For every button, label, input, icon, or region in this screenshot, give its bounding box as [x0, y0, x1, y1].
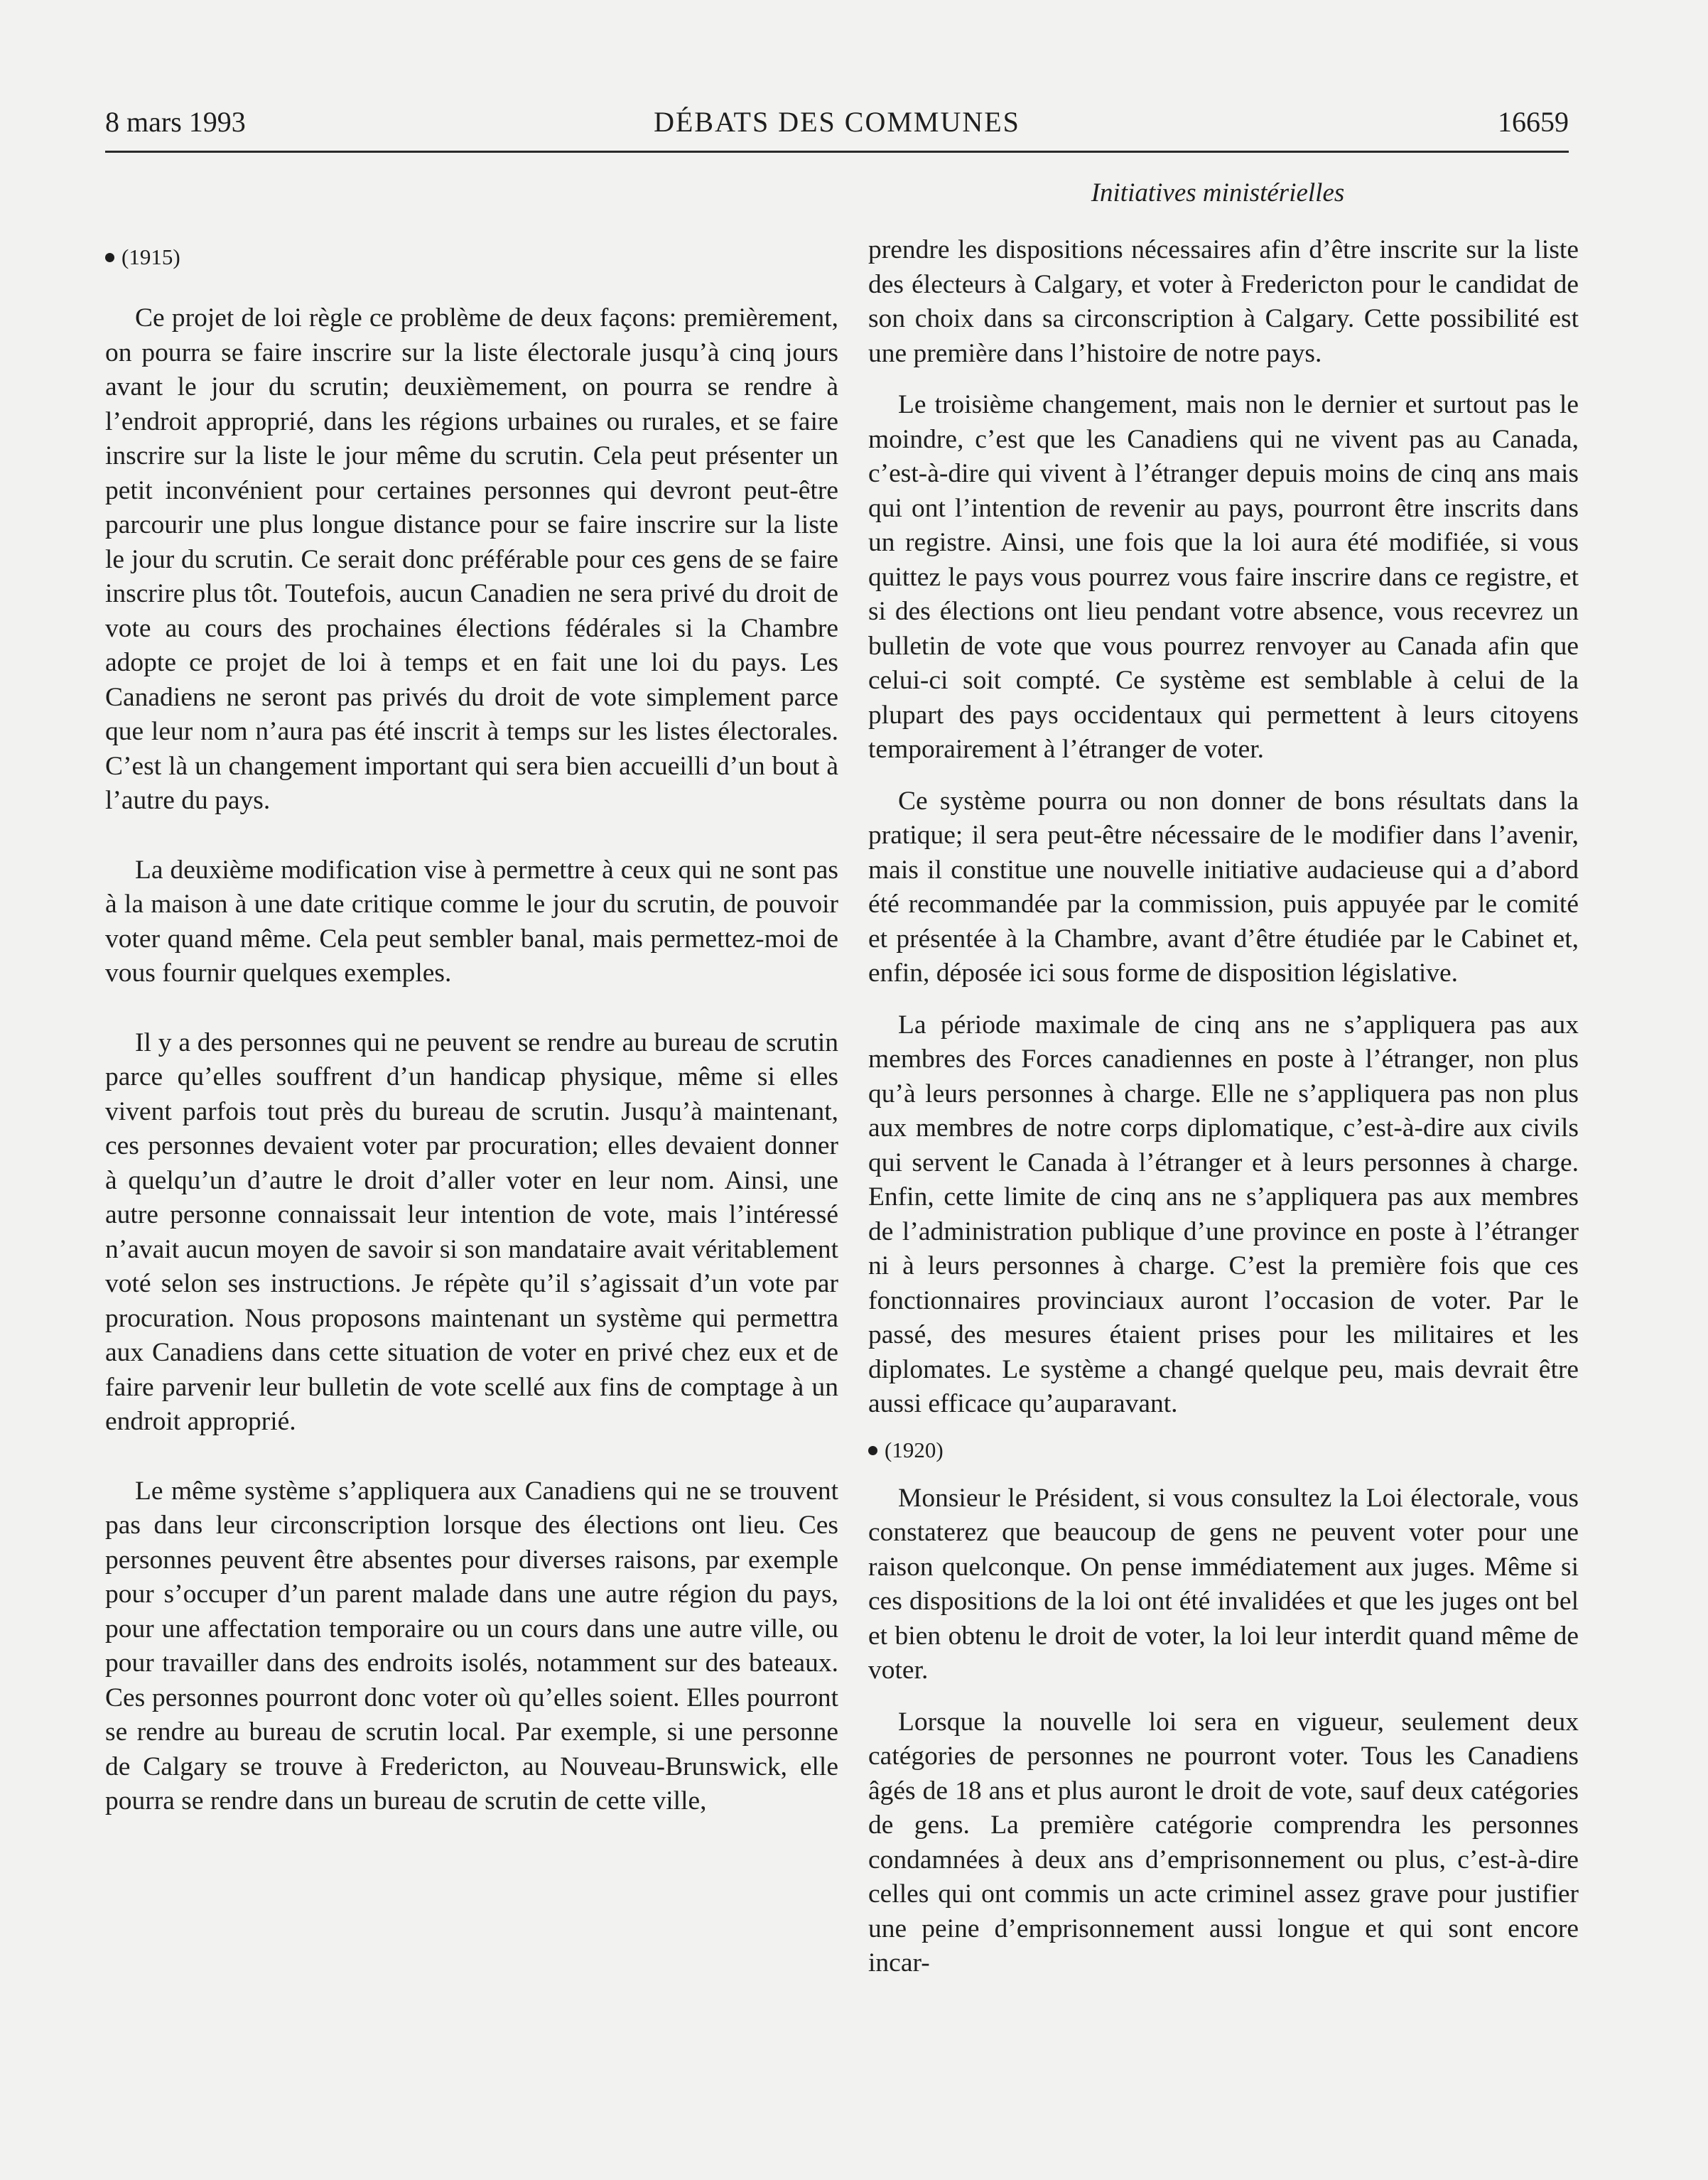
- section-title: Initiatives ministérielles: [1091, 178, 1345, 207]
- paragraph: Monsieur le Président, si vous consultez la Loi électorale, vous constaterez que beaucoup de gens ne peuvent voter pour une raison quelconque. On pense immédiatement aux juges. Même si ces dispositions de la loi ont été invalidées et que les juges ont bel et bien obtenu le droit de voter, la loi leur interdit quand même de voter.: [868, 1483, 1579, 1685]
- bullet-icon: [868, 1446, 877, 1455]
- paragraph: Il y a des personnes qui ne peuvent se rendre au bureau de scrutin parce qu’elles souffrent d’un handicap physique, même si elles vivent parfois tout près du bureau de scrutin. Jusqu’à maintenant, ces personnes devaient voter par procuration; elles devaient donner à quelqu’un d’autre le droit d’aller voter en leur nom. Ainsi, une autre personne connaissait leur intention de vote, mais l’intéressé n’avait aucun moyen de savoir si son mandataire avait véritablement voté selon ses instructions. Je répète qu’il s’agissait d’un vote par procuration. Nous proposons maintenant un système qui permettra aux Canadiens dans cette situation de voter en privé chez eux et de faire parvenir leur bulletin de vote scellé aux fins de comptage à un endroit approprié.: [105, 1027, 838, 1436]
- paragraph: Le troisième changement, mais non le dernier et surtout pas le moindre, c’est que les Canadiens qui ne vivent pas au Canada, c’est-à-dire qui vivent à l’étranger depuis moins de cinq ans mais qui ont l’intention de revenir au pays, pourront être inscrits dans un registre. Ainsi, une fois que la loi aura été modifiée, si vous quittez le pays vous pourrez vous faire inscrire dans ce registre, et si des élections ont lieu pendant votre absence, vous recevrez un bulletin de vote que vous pourrez renvoyer au Canada afin que celui-ci soit compté. Ce système est semblable à celui de la plupart des pays occidentaux qui permettent à leurs citoyens temporairement à l’étranger de voter.: [868, 390, 1579, 764]
- left-column: [105, 233, 838, 1819]
- time-marker: [868, 1436, 1579, 1464]
- paragraph-continuation: prendre les dispositions nécessaires afin d’être inscrite sur la liste des électeurs à Calgary, et voter à Fredericton pour le candidat de son choix dans sa circonscription à Calgary. Cette possibilité est une première dans l’histoire de notre pays.: [868, 235, 1579, 368]
- paragraph: Le même système s’appliquera aux Canadiens qui ne se trouvent pas dans leur circonscription lorsque des élections ont lieu. Ces personnes peuvent être absentes pour diverses raisons, par exemple pour s’occuper d’un parent malade dans une autre région du pays, pour une affectation temporaire ou un cours dans une autre ville, ou pour travailler dans des endroits isolés, notamment sur des bateaux. Ces personnes pourront donc voter où qu’elles soient. Elles pourront se rendre au bureau de scrutin local. Par exemple, si une personne de Calgary se trouve à Fredericton, au Nouveau-Brunswick, elle pourra se rendre dans un bureau de scrutin de cette ville,: [105, 1476, 838, 1815]
- publication-title: DÉBATS DES COMMUNES: [654, 106, 1020, 138]
- paragraph: La période maximale de cinq ans ne s’appliquera pas aux membres des Forces canadiennes en poste à l’étranger, non plus qu’à leurs personnes à charge. Elle ne s’appliquera pas non plus aux membres de notre corps diplomatique, c’est-à-dire aux civils qui servent le Canada à l’étranger et à leurs personnes à charge. Enfin, cette limite de cinq ans ne s’appliquera pas aux membres de l’administration publique d’une province en poste à l’étranger ni à leurs personnes à charge. C’est la première fois que ces fonctionnaires provinciaux auront l’occasion de voter. Par le passé, des mesures étaient prises pour les militaires et les diplomates. Le système a changé quelque peu, mais devrait être aussi efficace qu’auparavant.: [868, 1010, 1579, 1418]
- paragraph: Ce système pourra ou non donner de bons résultats dans la pratique; il sera peut-être nécessaire de le modifier dans l’avenir, mais il constitue une nouvelle initiative audacieuse qui a d’abord été recommandée par la commission, puis appuyée par le comité et présentée à la Chambre, avant d’être étudiée par le Cabinet et, enfin, déposée ici sous forme de disposition législative.: [868, 786, 1579, 988]
- time-marker: [105, 243, 838, 271]
- paragraph: La deuxième modification vise à permettre à ceux qui ne sont pas à la maison à une date critique comme le jour du scrutin, de pouvoir voter quand même. Cela peut sembler banal, mais permettez-moi de vous fournir quelques exemples.: [105, 855, 838, 988]
- time-marker-text: (1920): [885, 1437, 944, 1462]
- right-column: [868, 233, 1579, 1981]
- bullet-icon: [105, 253, 114, 262]
- header-date: 8 mars 1993: [105, 106, 246, 138]
- paragraph: Lorsque la nouvelle loi sera en vigueur, seulement deux catégories de personnes ne pourront voter. Tous les Canadiens âgés de 18 ans et plus auront le droit de vote, sauf deux catégories de gens. La première catégorie comprendra les personnes condamnées à deux ans d’emprisonnement ou plus, c’est-à-dire celles qui ont commis un acte criminel assez grave pour justifier une peine d’emprisonnement aussi longue et qui sont encore incar-: [868, 1707, 1579, 1977]
- paragraph: Ce projet de loi règle ce problème de deux façons: premièrement, on pourra se faire inscrire sur la liste électorale jusqu’à cinq jours avant le jour du scrutin; deuxièmement, on pourra se rendre à l’endroit approprié, dans les régions urbaines ou rurales, et se faire inscrire sur la liste le jour même du scrutin. Cela peut présenter un petit inconvénient pour certaines personnes qui devront peut-être parcourir une plus longue distance pour se faire inscrire sur la liste le jour du scrutin. Ce serait donc préférable pour ces gens de se faire inscrire plus tôt. Toutefois, aucun Canadien ne sera privé du droit de vote au cours des prochaines élections fédérales si la Chambre adopte ce projet de loi à temps et en fait une loi du pays. Les Canadiens ne seront pas privés du droit de vote simplement parce que leur nom n’aura pas été inscrit à temps sur les listes électorales. C’est là un changement important qui sera bien accueilli d’un bout à l’autre du pays.: [105, 303, 838, 815]
- page-header: [105, 105, 1569, 153]
- page-number: 16659: [1498, 106, 1569, 138]
- time-marker-text: (1915): [121, 244, 180, 269]
